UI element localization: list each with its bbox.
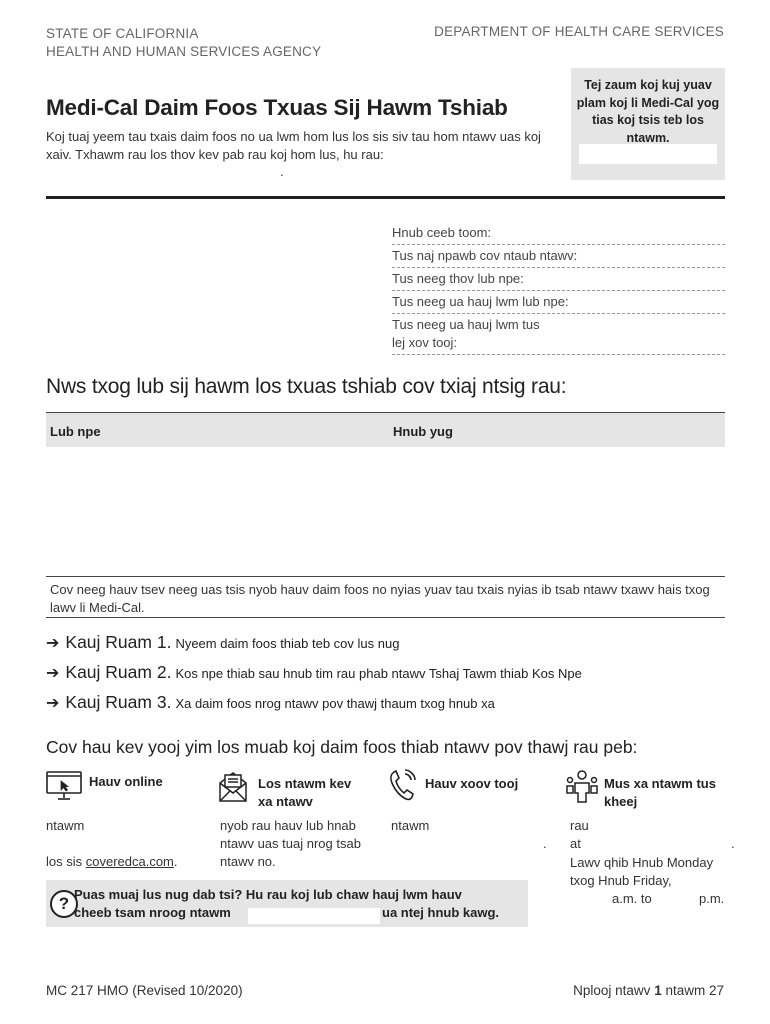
online-text-1: ntawm — [46, 818, 85, 833]
agency-header — [46, 25, 321, 61]
mail-label: Los ntawm kev xa ntawv — [258, 776, 352, 809]
phone-label: Hauv xoov tooj — [425, 776, 519, 791]
department-name: DEPARTMENT OF HEALTH CARE SERVICES — [434, 24, 724, 39]
question-icon: ? — [50, 890, 78, 918]
page-current: 1 — [654, 983, 662, 998]
question-line2-start: cheeb tsam nroog ntawm — [74, 905, 231, 920]
deadline-text: Tej zaum koj kuj yuav plam koj li Medi-Cal yog tias koj tsis teb los ntawm. — [576, 78, 720, 145]
page-number — [573, 983, 724, 998]
office-phone-field[interactable] — [248, 908, 380, 924]
mail-text: nyob rau hauv lub hnab ntawv uas tuaj nrog tsab ntawv no. — [220, 818, 361, 869]
case-number-field[interactable]: Tus naj npawb cov ntaub ntawv: — [392, 247, 725, 268]
column-name: Lub npe — [50, 424, 101, 439]
deadline-date-field[interactable] — [579, 144, 717, 164]
online-label: Hauv online — [89, 774, 163, 789]
members-table-header — [46, 412, 725, 447]
arrow-right-icon: ➔ — [46, 665, 60, 682]
step-label: Kauj Ruam 2. — [65, 662, 172, 682]
step-text: Kos npe thiab sau hnub tim rau phab ntawv Tshaj Tawm thiab Kos Npe — [175, 666, 582, 681]
form-id: MC 217 HMO (Revised 10/2020) — [46, 983, 243, 998]
question-line1: Puas muaj lus nug dab tsi? Hu rau koj lub chaw hauj lwm hauv — [74, 887, 462, 902]
contact-heading: Cov hau kev yooj yim los muab koj daim foos thiab ntawv pov thawj rau peb: — [46, 737, 638, 757]
in-person-text-2: at — [570, 836, 581, 851]
deadline-box — [571, 68, 725, 180]
step-1 — [46, 632, 399, 653]
arrow-right-icon: ➔ — [46, 635, 60, 652]
page-prefix: Nplooj ntawv — [573, 983, 651, 998]
phone-text-1: ntawm — [391, 818, 430, 833]
agency-line1: STATE OF CALIFORNIA — [46, 26, 199, 41]
household-note: Cov neeg hauv tsev neeg uas tsis nyob hauv daim foos no nyias yuav tau txais nyias ib tsab ntawv txawv hais txog lawv li Medi-Cal. — [50, 582, 710, 615]
note-bottom-rule — [46, 617, 725, 618]
renewal-heading: Nws txog lub sij hawm los txuas tshiab cov txiaj ntsig rau: — [46, 375, 567, 398]
step-label: Kauj Ruam 3. — [65, 692, 172, 712]
worker-phone-field[interactable]: Tus neeg ua hauj lwm tus lej xov tooj: — [392, 316, 725, 355]
step-2 — [46, 662, 582, 683]
in-person-label: Mus xa ntawm tus kheej — [604, 776, 716, 809]
in-person-text-2-end: . — [731, 836, 735, 851]
in-person-am: a.m. to — [612, 891, 652, 906]
question-box — [46, 880, 528, 927]
form-title: Medi-Cal Daim Foos Txuas Sij Hawm Tshiab — [46, 95, 508, 120]
step-text: Xa daim foos nrog ntawv pov thawj thaum txog hnub xa — [175, 696, 495, 711]
table-bottom-rule — [46, 576, 725, 577]
applicant-name-field[interactable]: Tus neeg thov lub npe: — [392, 270, 725, 291]
mail-icon — [218, 769, 252, 801]
computer-icon — [46, 770, 80, 802]
phone-icon — [388, 768, 422, 800]
intro-text: Koj tuaj yeem tau txais daim foos no ua lwm hom lus los sis siv tau hom ntawv uas koj xaiv. Txhawm rau los thov kev pab rau koj hom lus, hu rau: — [46, 129, 541, 162]
question-line2-end: ua ntej hnub kawg. — [382, 905, 500, 920]
agency-line2: HEALTH AND HUMAN SERVICES AGENCY — [46, 44, 322, 59]
header-divider — [46, 196, 725, 199]
arrow-right-icon: ➔ — [46, 695, 60, 712]
in-person-pm: p.m. — [699, 891, 725, 906]
step-label: Kauj Ruam 1. — [65, 632, 172, 652]
step-text: Nyeem daim foos thiab teb cov lus nug — [175, 636, 400, 651]
person-icon — [566, 769, 600, 801]
column-dob: Hnub yug — [393, 424, 453, 439]
page-suffix: ntawm 27 — [665, 983, 724, 998]
phone-text-2: . — [543, 836, 547, 851]
in-person-hours: Lawv qhib Hnub Monday txog Hnub Friday, — [570, 855, 714, 888]
worker-name-field[interactable]: Tus neeg ua hauj lwm lub npe: — [392, 293, 725, 314]
notice-date-field[interactable]: Hnub ceeb toom: — [392, 224, 725, 245]
online-website-link[interactable]: los sis coveredca.com. — [46, 854, 178, 869]
step-3 — [46, 692, 495, 713]
in-person-text-1: rau — [570, 818, 589, 833]
intro-trailing: . — [280, 164, 284, 179]
